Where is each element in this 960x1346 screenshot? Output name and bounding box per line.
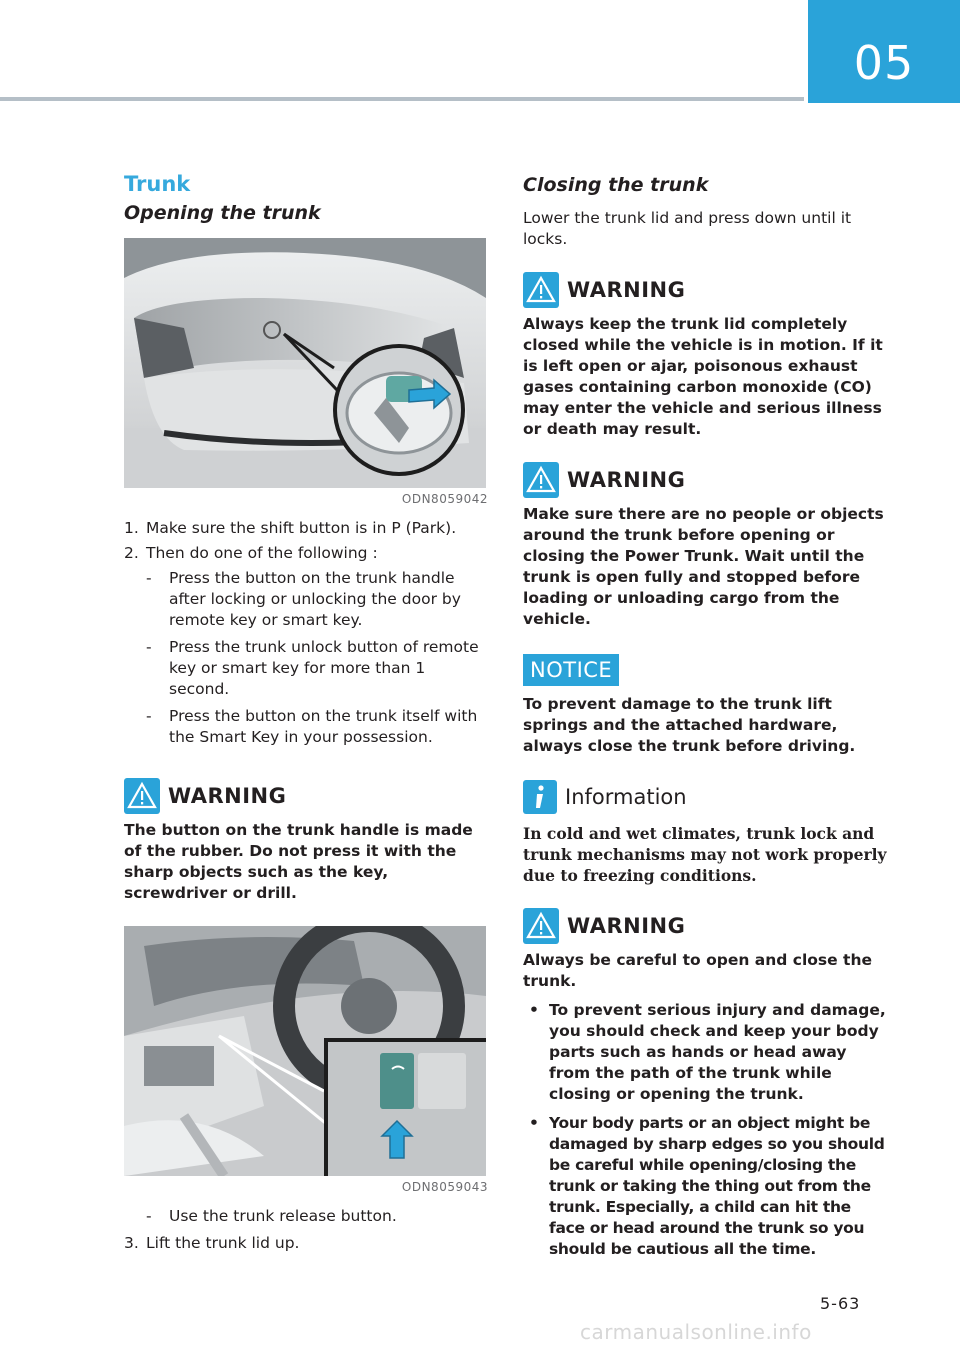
- sub-item: - Use the trunk release button.: [146, 1207, 397, 1225]
- sub-item: - Press the button on the trunk itself with the Smart Key in your possession.: [146, 707, 478, 746]
- information-block: [523, 779, 888, 886]
- release-button-illustration: [124, 926, 486, 1176]
- step-2: 2. Then do one of the following :: [124, 544, 378, 562]
- header-rule: [0, 97, 804, 101]
- warning-label: WARNING: [168, 784, 287, 808]
- sub-item: - Press the trunk unlock button of remote key or smart key for more than 1 second.: [146, 638, 479, 698]
- figure-trunk-rear: [124, 238, 486, 488]
- step-1: 1. Make sure the shift button is in P (Park).: [124, 519, 457, 537]
- warning-block-4: [523, 908, 888, 1260]
- figure2-caption: ODN8059043: [401, 1180, 488, 1194]
- left-column: [124, 170, 488, 1258]
- warning-block-3: [523, 462, 888, 630]
- sub-item: - Press the button on the trunk handle after locking or unlocking the door by remote key or smart key.: [146, 569, 461, 629]
- warning-label: WARNING: [567, 914, 686, 938]
- information-text: In cold and wet climates, trunk lock and trunk mechanisms may not work properly due to freezing conditions.: [523, 824, 887, 885]
- chapter-tab: [808, 0, 960, 103]
- warning-block-2: [523, 272, 888, 440]
- warning-block-1: [124, 778, 488, 904]
- chapter-number: 05: [853, 36, 915, 90]
- information-label: Information: [565, 785, 687, 809]
- figure-release-button: [124, 926, 486, 1176]
- closing-intro: Lower the trunk lid and press down until it locks.: [523, 209, 852, 248]
- notice-text: To prevent damage to the trunk lift springs and the attached hardware, always close the trunk before driving.: [523, 695, 856, 755]
- warning-text: Always keep the trunk lid completely closed while the vehicle is in motion. If it is left open or ajar, poisonous exhaust gases containing carbon monoxide (CO) may enter the vehicle and serious illness or death may result.: [523, 315, 883, 438]
- figure1-caption: ODN8059042: [401, 492, 488, 506]
- warning-triangle-icon: [124, 778, 160, 814]
- notice-badge: NOTICE: [523, 654, 619, 686]
- warning-triangle-icon: [523, 272, 559, 308]
- warning-label: WARNING: [567, 468, 686, 492]
- page-number: 5-63: [820, 1294, 861, 1313]
- right-column: [523, 170, 888, 1260]
- warning-label: WARNING: [567, 278, 686, 302]
- warning-triangle-icon: [523, 462, 559, 498]
- warning-bullet: • To prevent serious injury and damage, you should check and keep your body parts such as hands or head away from the path of the trunk while closing or opening the trunk.: [529, 1001, 886, 1103]
- info-icon: [523, 780, 557, 814]
- trunk-rear-illustration: [124, 238, 486, 488]
- section-title: Trunk: [124, 172, 191, 196]
- step-3: 3. Lift the trunk lid up.: [124, 1234, 300, 1252]
- subtitle-opening: Opening the trunk: [124, 202, 321, 224]
- warning-text: The button on the trunk handle is made of the rubber. Do not press it with the sharp objects such as the key, screwdriver or drill.: [124, 821, 473, 902]
- steps-list: [124, 518, 488, 748]
- warning-text: Always be careful to open and close the trunk.: [523, 951, 872, 990]
- warning-text: Make sure there are no people or objects around the trunk before opening or closing the Power Trunk. Wait until the trunk is open fully and stopped before loading or unloading cargo from the vehicle.: [523, 505, 884, 628]
- subtitle-closing: Closing the trunk: [523, 174, 709, 196]
- warning-bullet: • Your body parts or an object might be damaged by sharp edges so you should be careful while opening/closing the trunk or taking the thing out from the trunk. Especially, a child can hit the face or head around the trunk so you should be cautious all the time.: [529, 1114, 885, 1258]
- notice-block: [523, 654, 888, 757]
- watermark: carmanualsonline.info: [580, 1320, 812, 1344]
- warning-triangle-icon: [523, 908, 559, 944]
